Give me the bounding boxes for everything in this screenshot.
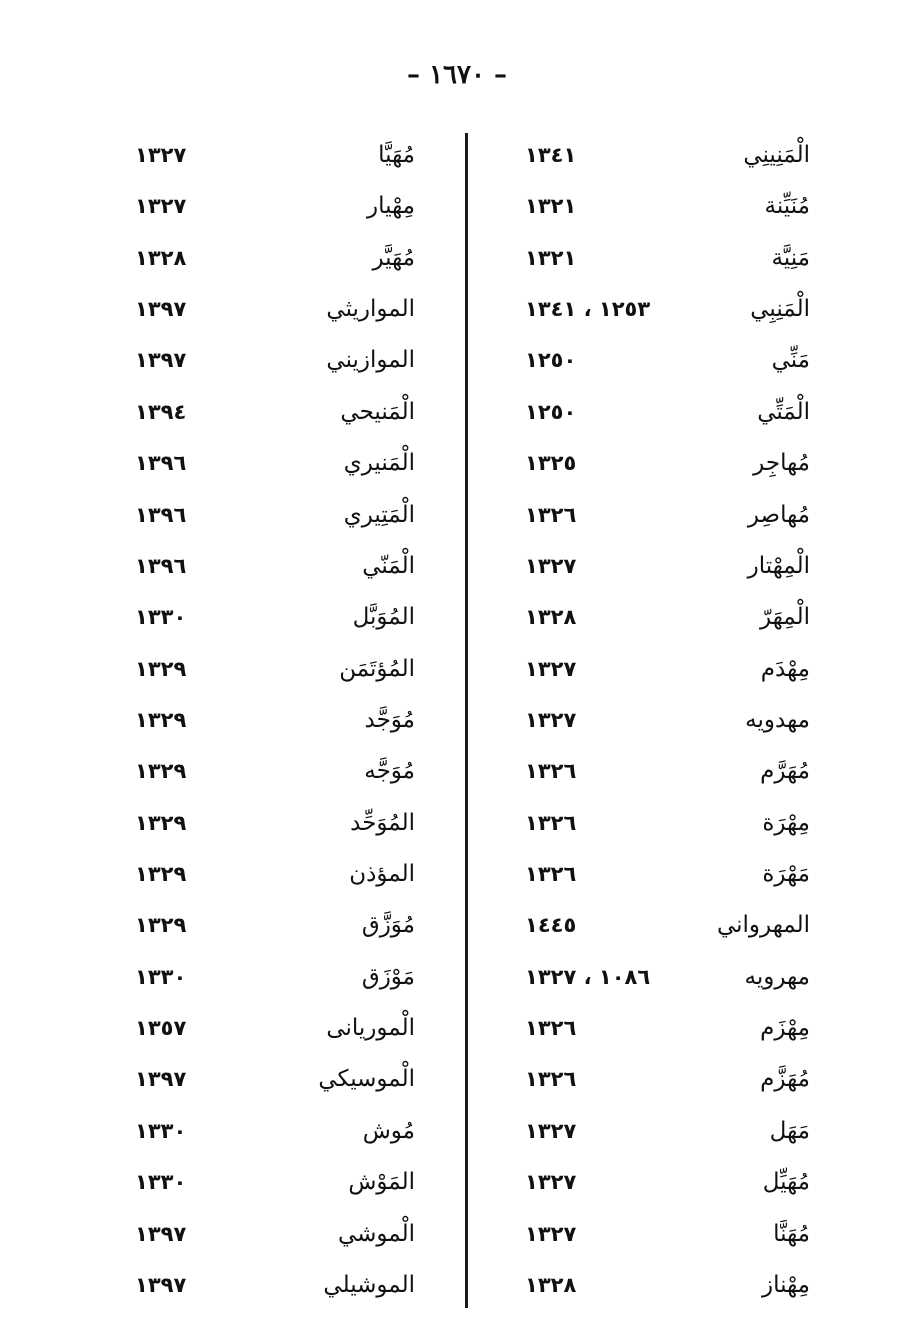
entry-years: ١٣٢١ — [525, 245, 577, 270]
entry-name: مِهْدَم — [760, 655, 810, 682]
index-entry — [135, 1106, 415, 1156]
entry-name: مَهَل — [769, 1117, 810, 1144]
entry-years: ١٢٥٠ — [525, 399, 577, 424]
entry-name: مِهْرَة — [762, 809, 810, 836]
index-entry — [525, 592, 810, 642]
index-entry — [135, 695, 415, 745]
entry-years: ١٣٩٦ — [135, 553, 187, 578]
index-entry — [135, 284, 415, 334]
entry-name: مُهَرَّم — [760, 758, 810, 785]
index-entry — [525, 1106, 810, 1156]
entry-years: ١٣٢٦ — [525, 1067, 577, 1092]
entry-years: ١٣٢٧ — [135, 143, 187, 167]
entry-name: المُؤتَمَن — [339, 655, 415, 682]
entry-name: الْمِهَرّ — [760, 604, 810, 631]
index-entry — [525, 1157, 810, 1207]
index-entry — [525, 798, 810, 848]
index-entry — [135, 1260, 415, 1310]
entry-years: ١٣٢٧ — [525, 1170, 577, 1195]
index-entry — [525, 1209, 810, 1259]
entry-years: ١٣٩٤ — [135, 399, 187, 424]
entry-name: الْموشي — [337, 1220, 415, 1247]
index-entry — [525, 1260, 810, 1310]
entry-name: مَهْرَة — [762, 861, 810, 888]
entry-name: الْمَتِّي — [757, 398, 810, 425]
entry-years: ١٣٢٦ — [525, 1016, 577, 1041]
entry-years: ١٢٥٠ — [525, 348, 577, 373]
index-entry — [135, 130, 415, 180]
entry-years: ١٣٢٩ — [135, 656, 187, 681]
index-entry — [135, 438, 415, 488]
entry-name: الْمَنِينِي — [743, 142, 810, 168]
entry-name: المواريثي — [326, 296, 415, 323]
entry-name: المُوَحِّد — [350, 809, 415, 836]
left-column — [135, 130, 415, 1310]
entry-years: ١٣٣٠ — [135, 964, 187, 989]
entry-name: مَنِيَّة — [771, 244, 810, 271]
entry-years: ١٣٢٨ — [525, 605, 577, 630]
entry-years: ١٣٢٩ — [135, 759, 187, 784]
entry-years: ١٣٢٦ — [525, 502, 577, 527]
index-entry — [525, 1003, 810, 1053]
index-entry — [135, 1209, 415, 1259]
index-entry — [135, 233, 415, 283]
entry-years: ١٣٢٩ — [135, 810, 187, 835]
entry-name: الموشيلي — [323, 1271, 415, 1298]
entry-name: مُهَيَّا — [378, 142, 415, 168]
index-entry — [525, 438, 810, 488]
entry-years: ١٣٣٠ — [135, 1118, 187, 1143]
entry-years: ١٣٢٧ — [525, 1221, 577, 1246]
entry-years: ١٣٩٧ — [135, 1221, 187, 1246]
entry-years: ١٣٤١ — [525, 143, 577, 167]
entry-years: ١٣٢٨ — [525, 1272, 577, 1297]
entry-years: ١٣٢٨ — [135, 245, 187, 270]
entry-years: ١٣٩٧ — [135, 348, 187, 373]
index-entry — [135, 849, 415, 899]
entry-name: الموازيني — [326, 347, 415, 374]
entry-name: مِهْيار — [367, 193, 415, 220]
entry-years: ١٣٢٧ — [525, 707, 577, 732]
entry-name: مَنِّي — [771, 347, 810, 374]
entry-name: مُهَيَّر — [372, 244, 415, 271]
entry-years: ١٣٢٥ — [525, 451, 577, 476]
entry-name: الْموريانى — [326, 1015, 415, 1042]
entry-name: الْمِهْتار — [747, 552, 810, 579]
entry-years: ١٣٩٦ — [135, 451, 187, 476]
entry-name: مُهَيِّل — [762, 1169, 810, 1196]
entry-name: الْمَنيري — [343, 450, 415, 477]
entry-name: مُوَجَّه — [364, 758, 415, 785]
index-entry — [525, 1054, 810, 1104]
entry-name: مُنَيِّنة — [764, 193, 810, 220]
entry-name: المَوْش — [348, 1169, 415, 1196]
entry-years: ١٣٢٩ — [135, 707, 187, 732]
index-entry — [135, 798, 415, 848]
right-column — [525, 130, 810, 1310]
entry-years: ١٣٣٠ — [135, 605, 187, 630]
index-entry — [135, 1054, 415, 1104]
entry-name: مَوْزَق — [361, 963, 415, 990]
entry-years: ١٣٢٦ — [525, 759, 577, 784]
entry-name: الْمَنيحي — [340, 398, 415, 425]
entry-years: ١٣٢٧ — [135, 194, 187, 219]
index-entry — [135, 746, 415, 796]
entry-name: الْمَنّي — [362, 552, 415, 579]
page-number: – ١٦٧٠ – — [407, 60, 507, 90]
index-entry — [525, 644, 810, 694]
entry-name: المُوَبَّل — [352, 604, 415, 631]
index-entry — [525, 233, 810, 283]
index-entry — [525, 130, 810, 180]
entry-name: مُهاصِر — [747, 501, 810, 528]
entry-name: الْموسيكي — [318, 1066, 415, 1093]
entry-years: ١٣٢٩ — [135, 862, 187, 887]
index-entry — [525, 284, 810, 334]
entry-years: ١٣٢٧ — [525, 553, 577, 578]
entry-name: مهدويه — [745, 706, 810, 733]
entry-years: ١٣٣٠ — [135, 1170, 187, 1195]
entry-years: ١٠٨٦ ، ١٣٢٧ — [525, 964, 651, 989]
index-entry — [525, 387, 810, 437]
entry-years: ١٣٩٧ — [135, 1272, 187, 1297]
column-divider — [465, 133, 468, 1308]
entry-years: ١٢٥٣ ، ١٣٤١ — [525, 297, 651, 322]
index-entry — [135, 592, 415, 642]
index-entry — [135, 335, 415, 385]
index-entry — [135, 490, 415, 540]
index-entry — [135, 1157, 415, 1207]
entry-name: مُهَنَّا — [773, 1220, 810, 1247]
entry-name: مُهاجِر — [753, 450, 810, 477]
entry-name: مُوَجَّد — [364, 706, 415, 733]
index-entry — [525, 900, 810, 950]
index-entry — [135, 181, 415, 231]
index-entry — [525, 181, 810, 231]
entry-name: مهرويه — [744, 963, 810, 990]
entry-years: ١٣٩٦ — [135, 502, 187, 527]
index-entry — [135, 900, 415, 950]
index-entry — [135, 1003, 415, 1053]
index-entry — [525, 541, 810, 591]
index-entry — [525, 335, 810, 385]
entry-years: ١٣٩٧ — [135, 1067, 187, 1092]
index-entry — [525, 490, 810, 540]
entry-years: ١٣٢٩ — [135, 913, 187, 938]
index-entry — [525, 849, 810, 899]
index-entry — [135, 541, 415, 591]
entry-name: الْمَتِيري — [343, 501, 415, 528]
index-entry — [135, 952, 415, 1002]
entry-name: المهرواني — [716, 912, 810, 939]
entry-years: ١٤٤٥ — [525, 913, 577, 938]
index-entry — [525, 746, 810, 796]
entry-name: الْمَنِبِي — [750, 296, 810, 323]
entry-name: مُوش — [362, 1117, 415, 1144]
entry-years: ١٣٢٧ — [525, 656, 577, 681]
entry-name: مِهْزَم — [760, 1015, 810, 1042]
index-entry — [525, 952, 810, 1002]
index-entry — [525, 695, 810, 745]
entry-name: مُهَزَّم — [760, 1066, 810, 1093]
entry-years: ١٣٩٧ — [135, 297, 187, 322]
entry-name: مُوَزَّق — [361, 912, 415, 939]
entry-years: ١٣٢٦ — [525, 862, 577, 887]
index-entry — [135, 644, 415, 694]
entry-name: المؤذن — [349, 861, 415, 888]
entry-years: ١٣٢٧ — [525, 1118, 577, 1143]
index-entry — [135, 387, 415, 437]
entry-years: ١٣٢٦ — [525, 810, 577, 835]
entry-years: ١٣٥٧ — [135, 1016, 187, 1041]
entry-years: ١٣٢١ — [525, 194, 577, 219]
entry-name: مِهْناز — [762, 1271, 810, 1298]
